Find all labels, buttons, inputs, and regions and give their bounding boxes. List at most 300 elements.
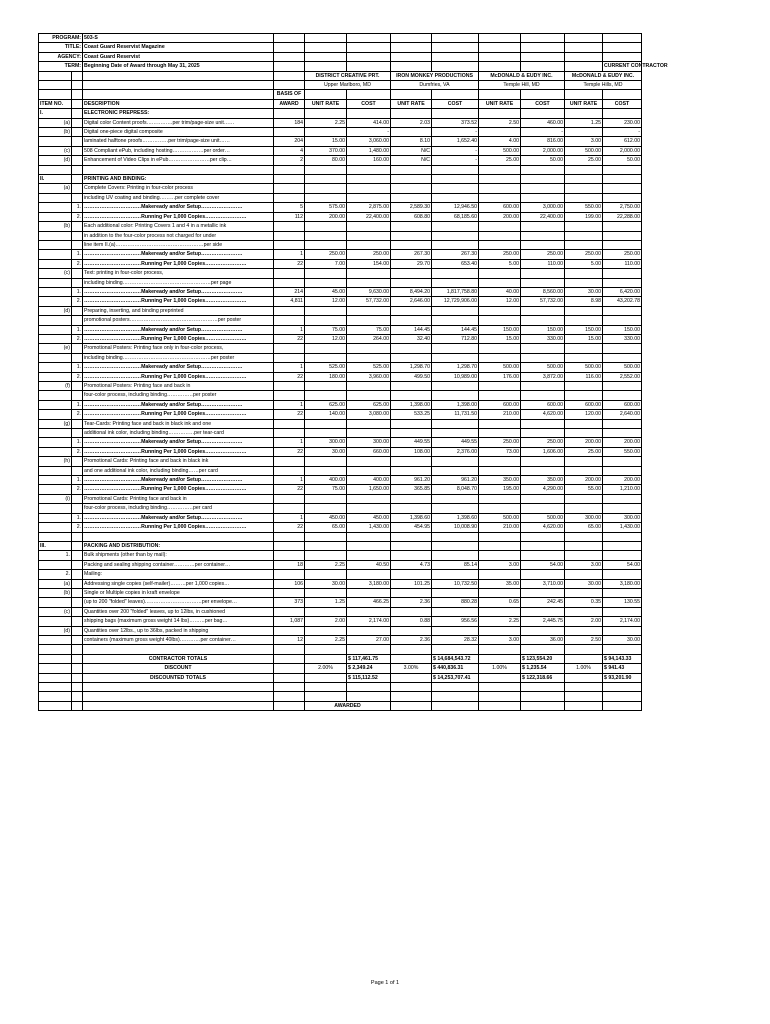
unit-rate-cell [391,429,432,438]
cost-cell [347,532,391,541]
vendor-city: Temple Hill, MD [479,81,565,90]
cost-cell [521,391,565,400]
cost-cell: 3,180.00 [603,579,642,588]
sub-no-cell: 2. [72,523,83,532]
unit-rate-cell [479,306,521,315]
unit-rate-cell: 250.00 [479,250,521,259]
sub-no-cell: 2. [72,212,83,221]
cost-cell [347,222,391,231]
cost-cell [521,607,565,616]
cost-cell [603,570,642,579]
cost-cell: 30.00 [603,635,642,644]
cost-cell [432,240,479,249]
cost-cell [603,193,642,202]
item-no-cell [39,325,72,334]
sub-no-cell: 2. [72,372,83,381]
description-cell: Addressing single copies (self-mailer)………per 1,000 copies… [83,579,274,588]
item-no-header: ITEM NO. [39,99,72,108]
unit-rate-cell: 1,398.00 [391,400,432,409]
cost-cell: 500.00 [521,513,565,522]
unit-rate-cell: 3.00 [479,635,521,644]
discount-percent [391,673,432,682]
cost-cell: 1,817,758.80 [432,287,479,296]
unit-rate-cell [305,306,347,315]
unit-rate-cell [305,457,347,466]
cost-cell [347,175,391,184]
sub-no-cell [72,231,83,240]
cost-cell [521,316,565,325]
basis-row [39,90,642,99]
table-cell [479,682,521,691]
item-no-cell: (c) [39,146,72,155]
cost-cell [347,193,391,202]
cost-cell: 2,552.00 [603,372,642,381]
table-row [39,203,642,212]
cost-cell [521,551,565,560]
description-cell: ……………………………Makeready and/or Setup…………………… [83,325,274,334]
unit-rate-cell [565,344,603,353]
item-no-cell [39,137,72,146]
table-cell [72,682,83,691]
item-no-cell: (a) [39,579,72,588]
cost-cell [347,306,391,315]
table-row [39,588,642,597]
award-basis-cell: 4 [274,146,305,155]
award-basis-cell: 1 [274,400,305,409]
sub-no-cell: 2. [72,410,83,419]
cost-cell [347,240,391,249]
cost-header: COST [347,99,391,108]
unit-rate-cell [565,494,603,503]
unit-rate-cell: 150.00 [565,325,603,334]
table-cell [274,682,305,691]
unit-rate-cell [305,175,347,184]
table-cell [72,701,83,710]
cost-cell [432,607,479,616]
cost-cell [432,306,479,315]
cost-cell [432,466,479,475]
table-cell [83,682,274,691]
item-no-cell: (i) [39,494,72,503]
unit-rate-cell [565,240,603,249]
total-value: $ 440,836.31 [432,664,479,673]
sub-no-cell: 1. [72,325,83,334]
unit-rate-cell [305,570,347,579]
unit-rate-cell: 370.00 [305,146,347,155]
sub-no-cell [72,457,83,466]
cost-cell [347,278,391,287]
description-cell: ……………………………Running Per 1,000 Copies…………………… [83,447,274,456]
unit-rate-cell [565,391,603,400]
award-header: AWARD [274,99,305,108]
cost-cell [347,184,391,193]
award-basis-cell [274,344,305,353]
table-row [39,692,642,701]
table-cell [305,682,347,691]
sub-no-cell: 1. [72,476,83,485]
cost-cell [347,382,391,391]
description-cell: ……………………………Running Per 1,000 Copies…………………… [83,372,274,381]
unit-rate-cell [391,109,432,118]
unit-rate-cell [479,222,521,231]
table-row [39,287,642,296]
unit-rate-cell: 525.00 [305,363,347,372]
table-cell [565,692,603,701]
totals-label: CONTRACTOR TOTALS [83,654,274,663]
unit-rate-cell [565,570,603,579]
unit-rate-cell: 499.50 [391,372,432,381]
table-cell [565,682,603,691]
unit-rate-cell [479,457,521,466]
award-basis-cell [274,175,305,184]
unit-rate-cell: 365.85 [391,485,432,494]
cost-cell: 242.45 [521,598,565,607]
cost-cell: 880.28 [432,598,479,607]
table-row [39,363,642,372]
item-no-cell: (e) [39,344,72,353]
unit-rate-header: UNIT RATE [565,99,603,108]
item-no-cell [39,429,72,438]
cost-cell [521,626,565,635]
sub-no-cell: 1. [72,363,83,372]
cost-cell [603,626,642,635]
unit-rate-header: UNIT RATE [479,99,521,108]
current-contractor-label: CURRENT CONTRACTOR [604,63,668,70]
award-basis-cell: 22 [274,334,305,343]
cost-cell [521,306,565,315]
table-row [39,429,642,438]
unit-rate-cell [565,532,603,541]
cost-cell: 10,008.90 [432,523,479,532]
description-cell: ……………………………Running Per 1,000 Copies…………………… [83,259,274,268]
unit-rate-cell: 8.10 [391,137,432,146]
cost-cell: 3,710.00 [521,579,565,588]
cost-cell [432,626,479,635]
cost-cell: 1,398.60 [432,513,479,522]
award-basis-cell [274,316,305,325]
cost-cell [603,532,642,541]
sub-no-cell [72,617,83,626]
discount-percent [565,673,603,682]
unit-rate-cell: 200.00 [305,212,347,221]
unit-rate-cell: 7.00 [305,259,347,268]
cost-cell [347,165,391,174]
unit-rate-cell: 15.00 [565,334,603,343]
unit-rate-cell [479,240,521,249]
description-cell: ……………………………Makeready and/or Setup…………………… [83,203,274,212]
item-no-cell [39,504,72,513]
unit-rate-cell [391,316,432,325]
unit-rate-cell [565,551,603,560]
unit-rate-cell [391,175,432,184]
award-basis-cell [274,494,305,503]
unit-rate-cell [565,607,603,616]
table-cell [432,682,479,691]
item-no-cell [39,259,72,268]
cost-cell [347,551,391,560]
table-row [39,128,642,137]
description-cell: and one additional ink color, including binding……per card [83,466,274,475]
cost-cell: 68,185.60 [432,212,479,221]
unit-rate-cell: 8,494.20 [391,287,432,296]
unit-rate-cell: 250.00 [565,250,603,259]
cost-cell: 50.00 [603,156,642,165]
unit-rate-cell: 449.55 [391,438,432,447]
description-header: DESCRIPTION [83,99,274,108]
unit-rate-cell [479,344,521,353]
cost-cell: 28.32 [432,635,479,644]
cost-cell: 8,560.00 [521,287,565,296]
title-label: TITLE: [39,43,83,52]
table-cell [479,701,521,710]
sub-no-cell [72,165,83,174]
cost-cell [347,607,391,616]
item-no-cell [39,635,72,644]
cost-cell [432,109,479,118]
description-cell [83,532,274,541]
discount-percent [565,654,603,663]
unit-rate-cell [565,269,603,278]
unit-rate-cell: 12.00 [479,297,521,306]
unit-rate-cell [565,429,603,438]
agency-value: Coast Guard Reservist [83,52,274,61]
unit-rate-cell: 15.00 [479,334,521,343]
table-row [39,156,642,165]
unit-rate-cell [479,316,521,325]
sub-no-cell [72,391,83,400]
unit-rate-cell [305,391,347,400]
sub-no-cell: 2. [72,485,83,494]
table-cell [274,654,305,663]
unit-rate-cell [391,382,432,391]
description-cell: Packing and sealing shipping container…………per container… [83,560,274,569]
unit-rate-cell [565,128,603,137]
unit-rate-cell [565,306,603,315]
vendor-city-row [39,81,642,90]
unit-rate-cell: 2.25 [479,617,521,626]
table-cell [39,692,72,701]
sub-no-cell [72,118,83,127]
cost-cell [603,551,642,560]
unit-rate-cell: 200.00 [565,476,603,485]
cost-cell [432,504,479,513]
cost-cell: 712.80 [432,334,479,343]
item-no-cell [39,231,72,240]
cost-cell: 600.00 [521,400,565,409]
cost-cell [347,570,391,579]
cost-cell: 4,620.00 [521,410,565,419]
cost-cell [521,588,565,597]
unit-rate-cell: 625.00 [305,400,347,409]
unit-rate-cell [305,419,347,428]
header-row [39,43,642,52]
description-cell: Digital color Content proofs……………per trim/page-size unit…… [83,118,274,127]
unit-rate-cell: 120.00 [565,410,603,419]
unit-rate-cell: 25.00 [479,156,521,165]
sub-no-cell [72,382,83,391]
cost-cell: 8,048.70 [432,485,479,494]
cost-cell [432,391,479,400]
table-row [39,400,642,409]
cost-cell [603,419,642,428]
unit-rate-cell [305,278,347,287]
cost-cell [603,306,642,315]
unit-rate-cell: 500.00 [479,513,521,522]
award-basis-cell [274,353,305,362]
totals-label: DISCOUNT [83,664,274,673]
item-no-cell [39,476,72,485]
cost-cell: 300.00 [347,438,391,447]
cost-cell: 2,174.00 [603,617,642,626]
discount-percent [305,673,347,682]
sub-no-cell [72,532,83,541]
description-cell: ……………………………Makeready and/or Setup…………………… [83,400,274,409]
award-basis-cell: 1 [274,476,305,485]
table-row [39,175,642,184]
sub-no-cell [72,494,83,503]
cost-cell [521,184,565,193]
cost-cell [347,269,391,278]
unit-rate-cell: 210.00 [479,410,521,419]
sub-no-cell [72,222,83,231]
unit-rate-cell: 12.00 [305,297,347,306]
cost-cell [347,316,391,325]
header-row [39,62,642,71]
unit-rate-cell: 608.80 [391,212,432,221]
cost-cell [432,222,479,231]
unit-rate-cell: 176.00 [479,372,521,381]
table-row [39,240,642,249]
table-cell [305,692,347,701]
cost-cell [521,353,565,362]
description-cell: additional ink color, including binding……………per tear-card [83,429,274,438]
cost-cell: 3,960.00 [347,372,391,381]
cost-cell: 500.00 [521,363,565,372]
unit-rate-cell [479,269,521,278]
description-cell: Quantities over 12lbs., up to 36lbs, packed in shipping [83,626,274,635]
unit-rate-cell: 200.00 [565,438,603,447]
cost-cell: 250.00 [521,438,565,447]
item-no-cell [39,240,72,249]
unit-rate-cell: 2.50 [565,635,603,644]
unit-rate-cell: 40.00 [479,287,521,296]
unit-rate-cell [565,466,603,475]
table-cell [83,701,274,710]
description-cell: Each additional color: Printing Covers 1 and 4 in a metallic ink [83,222,274,231]
table-row [39,551,642,560]
item-no-cell: II. [39,175,72,184]
unit-rate-cell [391,391,432,400]
unit-rate-cell: 12.00 [305,334,347,343]
description-cell: PRINTING AND BINDING: [83,175,274,184]
cost-cell [521,344,565,353]
cost-cell [347,494,391,503]
cost-cell: 1,210.00 [603,485,642,494]
cost-cell: 2,000.00 [603,146,642,155]
unit-rate-cell: 1.25 [565,118,603,127]
cost-cell [432,353,479,362]
cost-cell [521,175,565,184]
unit-rate-cell [565,588,603,597]
unit-rate-cell: 32.40 [391,334,432,343]
cost-cell: 625.00 [347,400,391,409]
table-row [39,353,642,362]
unit-rate-cell [479,184,521,193]
cost-cell [347,419,391,428]
unit-rate-cell [305,269,347,278]
sub-no-cell [72,466,83,475]
unit-rate-cell: 1,398.60 [391,513,432,522]
cost-cell [432,588,479,597]
cost-cell [521,570,565,579]
unit-rate-cell: 500.00 [565,363,603,372]
cost-cell [347,231,391,240]
unit-rate-cell [565,165,603,174]
cost-cell: 2,174.00 [347,617,391,626]
cost-cell: 3,000.00 [521,203,565,212]
table-row [39,447,642,456]
item-no-cell [39,513,72,522]
unit-rate-cell: 35.00 [479,579,521,588]
unit-rate-cell [391,626,432,635]
table-row [39,193,642,202]
cost-cell [347,353,391,362]
item-no-cell: (h) [39,457,72,466]
cost-cell: 1,430.00 [347,523,391,532]
award-basis-cell [274,645,305,654]
sub-no-cell: 1. [72,513,83,522]
awarded-row [39,701,642,710]
award-basis-cell: 22 [274,410,305,419]
cost-cell [347,109,391,118]
unit-rate-cell: 600.00 [479,203,521,212]
cost-cell [521,109,565,118]
item-no-cell: (b) [39,222,72,231]
award-basis-cell: 373 [274,598,305,607]
award-basis-cell: 22 [274,447,305,456]
cost-cell [347,457,391,466]
cost-cell [603,184,642,193]
unit-rate-cell [305,626,347,635]
table-row [39,560,642,569]
table-body [39,34,668,711]
cost-cell [521,645,565,654]
unit-rate-cell [565,382,603,391]
award-basis-cell: 1 [274,363,305,372]
unit-rate-cell [305,231,347,240]
description-cell: 508 Compliant ePub, including hosting………………per order… [83,146,274,155]
item-no-cell [39,212,72,221]
cost-cell: 1,606.00 [521,447,565,456]
sub-no-cell [72,645,83,654]
cost-cell [603,382,642,391]
unit-rate-cell [305,353,347,362]
unit-rate-cell [565,231,603,240]
unit-rate-cell [391,240,432,249]
description-cell: including UV coating and binding………per complete cover [83,193,274,202]
description-cell: ELECTRONIC PREPRESS: [83,109,274,118]
item-no-cell [39,438,72,447]
sub-no-cell [72,541,83,550]
description-cell: ……………………………Makeready and/or Setup…………………… [83,287,274,296]
description-cell: ……………………………Running Per 1,000 Copies…………………… [83,212,274,221]
table-cell [603,682,642,691]
unit-rate-cell: 2.03 [391,118,432,127]
unit-rate-cell [391,128,432,137]
unit-rate-cell [565,184,603,193]
unit-rate-cell [391,588,432,597]
cost-cell [432,269,479,278]
